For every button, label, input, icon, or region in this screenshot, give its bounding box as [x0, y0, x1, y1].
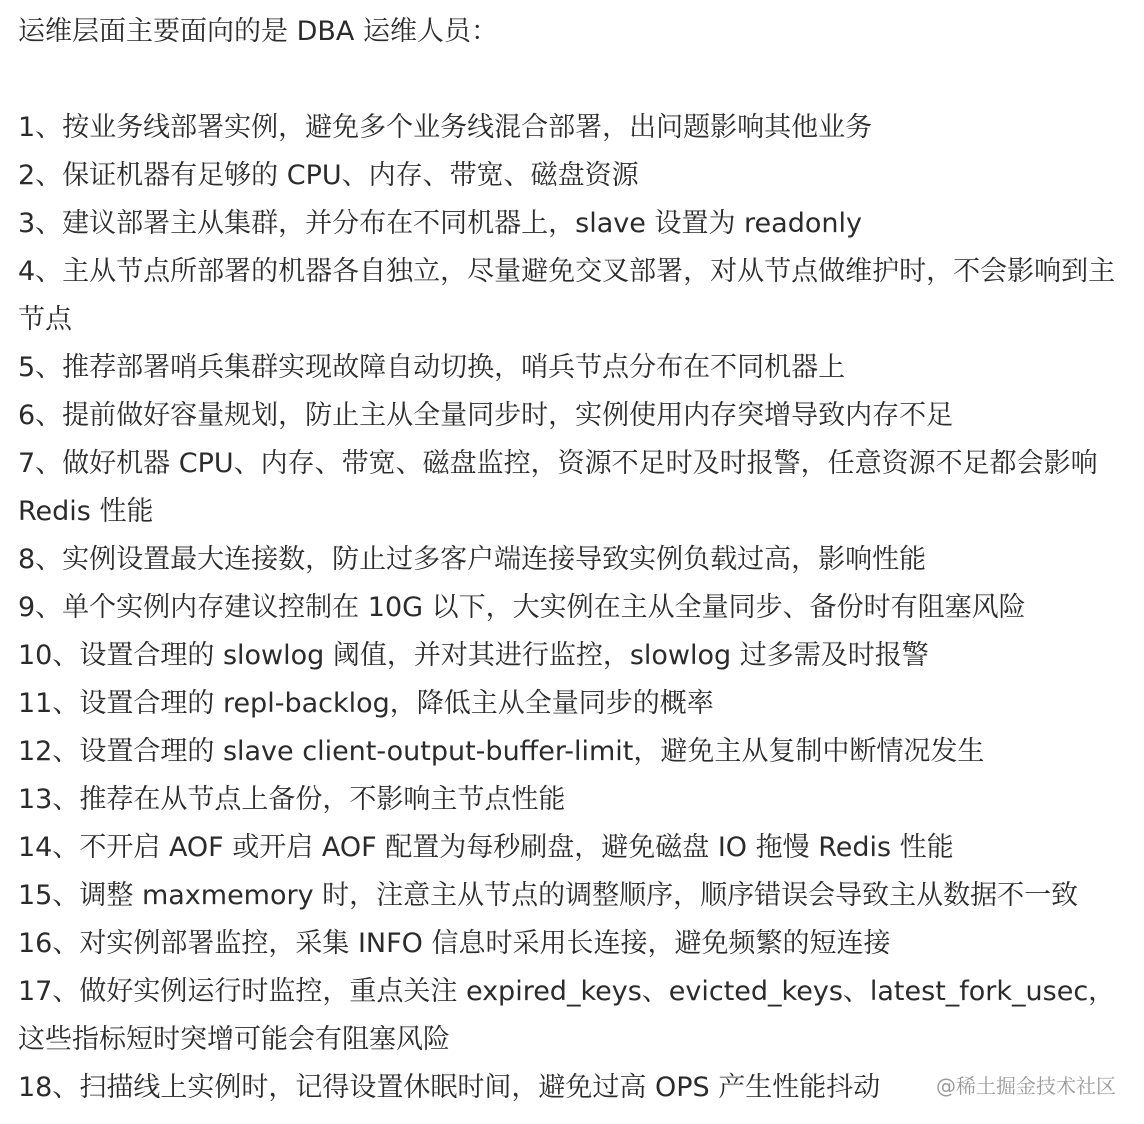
- watermark-text: @稀土掘金技术社区: [936, 1074, 1116, 1098]
- list-item: 1、按业务线部署实例，避免多个业务线混合部署，出问题影响其他业务: [18, 112, 873, 143]
- list-item: 8、实例设置最大连接数，防止过多客户端连接导致实例负载过高，影响性能: [18, 544, 927, 575]
- list-item: 13、推荐在从节点上备份，不影响主节点性能: [18, 784, 566, 815]
- list-item: 12、设置合理的 slave client-output-buffer-limit，避免主从复制中断情况发生: [18, 736, 985, 767]
- list-item: 2、保证机器有足够的 CPU、内存、带宽、磁盘资源: [18, 160, 639, 191]
- list-item: 3、建议部署主从集群，并分布在不同机器上，slave 设置为 readonly: [18, 208, 862, 239]
- list-item: 14、不开启 AOF 或开启 AOF 配置为每秒刷盘，避免磁盘 IO 拖慢 Redis 性能: [18, 832, 954, 863]
- list-item: 4、主从节点所部署的机器各自独立，尽量避免交叉部署，对从节点做维护时，不会影响到主节点: [18, 256, 1116, 335]
- item-list: [18, 104, 1118, 1112]
- list-item: 9、单个实例内存建议控制在 10G 以下，大实例在主从全量同步、备份时有阻塞风险: [18, 592, 1026, 623]
- list-item: 11、设置合理的 repl-backlog，降低主从全量同步的概率: [18, 688, 714, 719]
- document-body: [18, 8, 1118, 1112]
- list-item: 18、扫描线上实例时，记得设置休眠时间，避免过高 OPS 产生性能抖动: [18, 1072, 881, 1103]
- list-item: 16、对实例部署监控，采集 INFO 信息时采用长连接，避免频繁的短连接: [18, 928, 891, 959]
- list-item: 5、推荐部署哨兵集群实现故障自动切换，哨兵节点分布在不同机器上: [18, 352, 846, 383]
- list-item: 10、设置合理的 slowlog 阈值，并对其进行监控，slowlog 过多需及时报警: [18, 640, 929, 671]
- list-item: 7、做好机器 CPU、内存、带宽、磁盘监控，资源不足时及时报警，任意资源不足都会影响 Redis 性能: [18, 448, 1098, 527]
- blank-line: [18, 56, 1118, 104]
- list-item: 17、做好实例运行时监控，重点关注 expired_keys、evicted_keys、latest_fork_usec，这些指标短时突增可能会有阻塞风险: [18, 976, 1116, 1055]
- list-item: 6、提前做好容量规划，防止主从全量同步时，实例使用内存突增导致内存不足: [18, 400, 954, 431]
- list-item: 15、调整 maxmemory 时，注意主从节点的调整顺序，顺序错误会导致主从数据不一致: [18, 880, 1079, 911]
- intro-text: 运维层面主要面向的是 DBA 运维人员：: [18, 16, 498, 47]
